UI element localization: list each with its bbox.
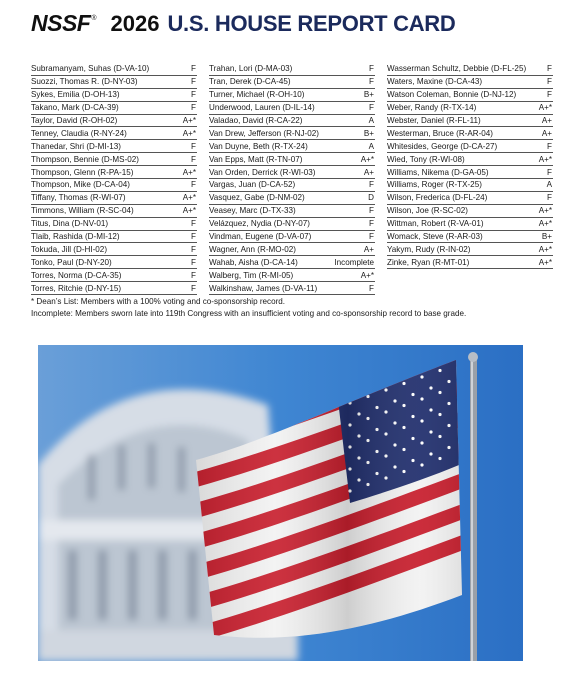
table-row	[31, 102, 197, 115]
member-name: Van Duyne, Beth (R-TX-24)	[209, 141, 308, 151]
table-row	[387, 127, 553, 140]
member-grade: B+	[363, 90, 374, 100]
member-grade: A+*	[182, 116, 196, 125]
table-row	[387, 192, 553, 205]
member-name: Tiffany, Thomas (R-WI-07)	[31, 193, 126, 203]
table-row	[387, 218, 553, 231]
member-name: Subramanyam, Suhas (D-VA-10)	[31, 64, 150, 74]
member-name: Tonko, Paul (D-NY-20)	[31, 257, 112, 267]
member-name: Walkinshaw, James (D-VA-11)	[209, 283, 318, 293]
member-grade: F	[369, 206, 374, 216]
table-row	[387, 89, 553, 102]
member-name: Wahab, Aisha (D-CA-14)	[209, 257, 298, 267]
member-name: Wilson, Joe (R-SC-02)	[387, 206, 468, 216]
member-grade: F	[191, 283, 196, 293]
table-row	[209, 192, 375, 205]
table-row	[31, 127, 197, 140]
member-name: Thompson, Bennie (D-MS-02)	[31, 154, 139, 164]
member-name: Williams, Nikema (D-GA-05)	[387, 167, 489, 177]
member-name: Vargas, Juan (D-CA-52)	[209, 180, 296, 190]
table-row	[209, 89, 375, 102]
member-grade: F	[369, 219, 374, 229]
member-name: Titus, Dina (D-NV-01)	[31, 219, 109, 229]
member-name: Wittman, Robert (R-VA-01)	[387, 219, 484, 229]
incomplete-note: Incomplete: Members sworn late into 119th Congress with an insufficient voting and co-sponsorship record to base grade.	[31, 308, 467, 318]
table-row	[31, 115, 197, 128]
member-grade: A	[368, 141, 374, 151]
member-grade: A+*	[538, 154, 552, 164]
member-name: Turner, Michael (R-OH-10)	[209, 90, 305, 100]
member-grade: F	[191, 257, 196, 267]
member-grade: A+*	[538, 206, 552, 216]
table-row	[387, 115, 553, 128]
member-name: Takano, Mark (D-CA-39)	[31, 103, 119, 113]
table-row	[209, 243, 375, 256]
table-row	[31, 269, 197, 282]
member-name: Wied, Tony (R-WI-08)	[387, 154, 465, 164]
member-grade: F	[369, 180, 374, 190]
member-name: Webster, Daniel (R-FL-11)	[387, 116, 481, 125]
table-row	[209, 179, 375, 192]
member-grade: F	[191, 77, 196, 87]
table-row	[387, 205, 553, 218]
table-row	[387, 63, 553, 76]
member-name: Walberg, Tim (R-MI-05)	[209, 270, 294, 280]
table-row	[209, 282, 375, 295]
table-row	[31, 282, 197, 295]
capitol-flag-illustration	[38, 345, 523, 661]
table-row	[209, 76, 375, 89]
report-header	[31, 10, 455, 40]
table-row	[209, 218, 375, 231]
table-row	[31, 89, 197, 102]
member-name: Van Epps, Matt (R-TN-07)	[209, 154, 303, 164]
member-grade: D	[368, 193, 374, 203]
member-name: Tran, Derek (D-CA-45)	[209, 77, 291, 87]
member-grade: A+*	[538, 244, 552, 254]
table-row	[209, 269, 375, 282]
member-name: Weber, Randy (R-TX-14)	[387, 103, 477, 113]
member-name: Vindman, Eugene (D-VA-07)	[209, 232, 312, 242]
table-row	[31, 192, 197, 205]
member-grade: A	[546, 180, 552, 190]
table-row	[31, 140, 197, 153]
member-name: Tlaib, Rashida (D-MI-12)	[31, 232, 120, 242]
grades-column	[31, 63, 197, 295]
table-row	[387, 140, 553, 153]
report-year: 2026	[110, 11, 160, 36]
member-name: Whitesides, George (D-CA-27)	[387, 141, 498, 151]
member-grade: F	[191, 103, 196, 113]
member-grade: A+*	[538, 257, 552, 267]
member-name: Williams, Roger (R-TX-25)	[387, 180, 482, 190]
member-grade: F	[191, 219, 196, 229]
member-name: Veasey, Marc (D-TX-33)	[209, 206, 296, 216]
member-grade: F	[191, 244, 196, 254]
table-row	[209, 231, 375, 244]
member-grade: A	[368, 116, 374, 125]
table-row	[209, 140, 375, 153]
member-grade: F	[191, 180, 196, 190]
member-name: Timmons, William (R-SC-04)	[31, 206, 134, 216]
member-grade: F	[191, 232, 196, 242]
table-row	[209, 256, 375, 269]
member-grade: F	[369, 283, 374, 293]
member-name: Wasserman Schultz, Debbie (D-FL-25)	[387, 64, 527, 74]
member-name: Suozzi, Thomas R. (D-NY-03)	[31, 77, 138, 87]
member-name: Van Drew, Jefferson (R-NJ-02)	[209, 128, 319, 138]
member-name: Sykes, Emilia (D-OH-13)	[31, 90, 120, 100]
member-grade: F	[547, 77, 552, 87]
member-name: Trahan, Lori (D-MA-03)	[209, 64, 293, 74]
deans-list-note: * Dean’s List: Members with a 100% voting and co-sponsorship record.	[31, 297, 286, 306]
member-name: Watson Coleman, Bonnie (D-NJ-12)	[387, 90, 517, 100]
member-name: Velázquez, Nydia (D-NY-07)	[209, 219, 310, 229]
member-grade: A+*	[538, 219, 552, 229]
table-row	[209, 102, 375, 115]
table-row	[387, 243, 553, 256]
member-grade: A+	[363, 167, 374, 177]
table-row	[31, 243, 197, 256]
member-name: Underwood, Lauren (D-IL-14)	[209, 103, 315, 113]
table-row	[31, 205, 197, 218]
grades-column	[387, 63, 553, 295]
member-grade: A+*	[538, 103, 552, 113]
member-name: Wagner, Ann (R-MO-02)	[209, 244, 296, 254]
table-row	[31, 166, 197, 179]
table-row	[31, 63, 197, 76]
member-grade: A+*	[182, 193, 196, 203]
member-grade: F	[547, 64, 552, 74]
table-row	[387, 76, 553, 89]
member-grade: Incomplete	[334, 257, 374, 267]
member-grade: A+*	[182, 206, 196, 216]
table-row	[31, 256, 197, 269]
report-title: U.S. HOUSE REPORT CARD	[167, 11, 456, 36]
table-row	[387, 179, 553, 192]
table-row	[31, 76, 197, 89]
member-grade: A+*	[182, 167, 196, 177]
member-grade: F	[191, 141, 196, 151]
member-name: Torres, Norma (D-CA-35)	[31, 270, 122, 280]
member-grade: A+	[541, 116, 552, 125]
grades-column	[209, 63, 375, 295]
member-name: Tenney, Claudia (R-NY-24)	[31, 128, 127, 138]
member-name: Vasquez, Gabe (D-NM-02)	[209, 193, 305, 203]
member-name: Womack, Steve (R-AR-03)	[387, 232, 483, 242]
table-row	[387, 153, 553, 166]
registered-mark: ®	[91, 15, 97, 22]
member-grade: A+*	[182, 128, 196, 138]
table-row	[387, 256, 553, 269]
member-name: Wilson, Frederica (D-FL-24)	[387, 193, 488, 203]
table-row	[387, 102, 553, 115]
member-name: Westerman, Bruce (R-AR-04)	[387, 128, 493, 138]
member-grade: F	[547, 193, 552, 203]
member-grade: F	[547, 90, 552, 100]
member-grade: F	[369, 232, 374, 242]
member-grade: B+	[363, 128, 374, 138]
grades-table	[31, 63, 553, 295]
member-name: Thompson, Mike (D-CA-04)	[31, 180, 130, 190]
table-row	[209, 166, 375, 179]
member-grade: A+	[363, 244, 374, 254]
table-row	[387, 231, 553, 244]
member-name: Torres, Ritchie (D-NY-15)	[31, 283, 122, 293]
nssf-logo: NSSF	[31, 10, 91, 36]
member-name: Zinke, Ryan (R-MT-01)	[387, 257, 470, 267]
footnotes	[31, 296, 466, 319]
member-name: Thompson, Glenn (R-PA-15)	[31, 167, 134, 177]
member-grade: F	[191, 154, 196, 164]
table-row	[31, 179, 197, 192]
member-grade: F	[369, 64, 374, 74]
table-row	[387, 166, 553, 179]
member-name: Thanedar, Shri (D-MI-13)	[31, 141, 121, 151]
member-grade: A+	[541, 128, 552, 138]
member-grade: F	[369, 77, 374, 87]
member-grade: B+	[541, 232, 552, 242]
member-name: Waters, Maxine (D-CA-43)	[387, 77, 483, 87]
member-name: Van Orden, Derrick (R-WI-03)	[209, 167, 316, 177]
member-grade: F	[191, 270, 196, 280]
member-grade: F	[191, 64, 196, 74]
table-row	[31, 218, 197, 231]
table-row	[31, 231, 197, 244]
member-grade: F	[547, 141, 552, 151]
member-grade: A+*	[360, 270, 374, 280]
member-grade: F	[547, 167, 552, 177]
table-row	[209, 153, 375, 166]
member-grade: F	[191, 90, 196, 100]
member-name: Yakym, Rudy (R-IN-02)	[387, 244, 471, 254]
table-row	[31, 153, 197, 166]
member-name: Valadao, David (R-CA-22)	[209, 116, 303, 125]
table-row	[209, 115, 375, 128]
table-row	[209, 127, 375, 140]
table-row	[209, 63, 375, 76]
member-grade: F	[369, 103, 374, 113]
capitol-flag-photo	[38, 345, 523, 661]
member-name: Tokuda, Jill (D-HI-02)	[31, 244, 108, 254]
member-name: Taylor, David (R-OH-02)	[31, 116, 118, 125]
table-row	[209, 205, 375, 218]
member-grade: A+*	[360, 154, 374, 164]
